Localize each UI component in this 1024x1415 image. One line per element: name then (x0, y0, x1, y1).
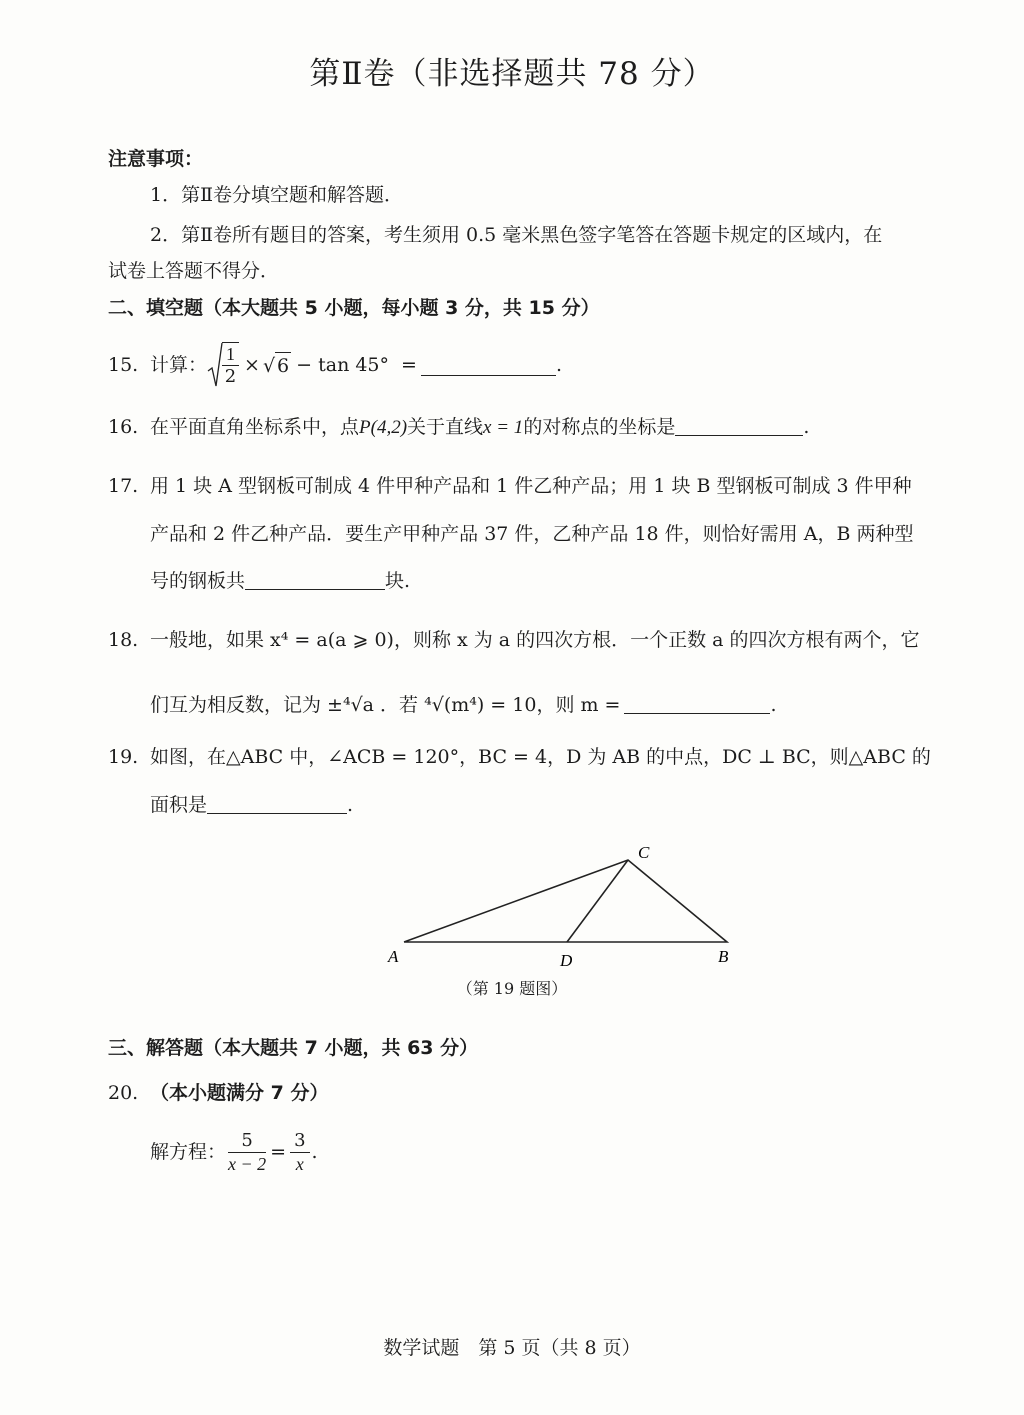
question-end: . (311, 1141, 318, 1163)
notice-heading: 注意事项： (108, 148, 204, 170)
question-text: 们互为相反数，记为 ±⁴√a ．若 ⁴√(m⁴) = 10，则 m = (150, 694, 621, 716)
denominator: 2 (224, 366, 237, 387)
fraction (222, 342, 239, 388)
denominator: x − 2 (228, 1153, 267, 1174)
question-number: 15. (108, 354, 139, 376)
question-18-line-2 (150, 692, 777, 718)
question-19-line-1 (108, 744, 931, 770)
numerator: 1 (222, 343, 239, 366)
question-score: （本小题满分 7 分） (150, 1082, 329, 1104)
vertex-label-d: D (560, 951, 573, 970)
question-17-line-3 (150, 568, 410, 594)
section-fill-in-heading: 二、填空题（本大题共 5 小题，每小题 3 分，共 15 分） (108, 297, 600, 319)
figure-caption: （第 19 题图） (456, 979, 568, 998)
question-number: 17. (108, 475, 139, 497)
triangle-abc (404, 860, 727, 942)
question-text: 号的钢板共 (150, 570, 246, 592)
notice-item-2-line-2: 试卷上答题不得分． (108, 260, 280, 282)
question-number: 19. (108, 746, 139, 768)
question-text: 在平面直角坐标系中，点 (150, 416, 360, 438)
answer-blank[interactable] (207, 793, 347, 814)
equals-sign: = (270, 1141, 287, 1163)
question-text: 用 1 块 A 型钢板可制成 4 件甲种产品和 1 件乙种产品；用 1 块 B 型钢板可制成 3 件甲种 (150, 475, 912, 497)
question-prefix: 计算： (150, 354, 208, 376)
question-text: 如图，在△ABC 中，∠ACB = 120°，BC = 4，D 为 AB 的中点，DC ⊥ BC，则△ABC 的 (150, 746, 931, 768)
question-number: 20. (108, 1082, 139, 1104)
equals-sign: = (401, 354, 417, 376)
numerator: 5 (228, 1130, 266, 1153)
question-number: 18. (108, 629, 139, 651)
page-title: 第Ⅱ卷（非选择题共 78 分） (309, 56, 715, 92)
question-19-line-2 (150, 792, 353, 818)
question-text: 关于直线 (407, 416, 484, 438)
question-17-line-1 (108, 473, 912, 499)
question-20-header (108, 1080, 328, 1106)
question-16 (108, 414, 809, 441)
point-label: P(4,2) (359, 417, 408, 438)
question-18-line-1 (108, 627, 920, 653)
line-equation: x = 1 (483, 417, 524, 438)
sqrt-six: √ 6 (263, 352, 291, 379)
question-15 (108, 340, 562, 390)
page-footer: 数学试题 第 5 页（共 8 页） (383, 1337, 641, 1359)
radical-sign-icon (207, 341, 223, 389)
notice-item-1: 1．第Ⅱ卷分填空题和解答题． (150, 184, 404, 206)
answer-blank[interactable] (675, 415, 803, 436)
question-end: . (770, 694, 777, 716)
question-end: . (555, 354, 562, 376)
vertex-label-c: C (638, 843, 650, 862)
right-fraction (290, 1130, 309, 1175)
answer-blank[interactable] (421, 355, 556, 376)
question-text: 一般地，如果 x⁴ = a(a ⩾ 0)，则称 x 为 a 的四次方根．一个正数 a 的四次方根有两个，它 (150, 629, 920, 651)
question-text: 的对称点的坐标是 (523, 416, 676, 438)
vertex-label-b: B (718, 947, 729, 966)
question-20-equation (150, 1124, 318, 1180)
tan-term: − tan 45° (296, 354, 390, 376)
triangle-figure (380, 840, 750, 970)
notice-item-2-line-1: 2．第Ⅱ卷所有题目的答案，考生须用 0.5 毫米黑色签字笔答在答题卡规定的区域内，在 (150, 224, 883, 246)
answer-blank[interactable] (245, 569, 385, 590)
triangle-diagram (380, 840, 750, 974)
numerator: 3 (290, 1130, 309, 1153)
question-text: 面积是 (150, 794, 208, 816)
vertex-label-a: A (388, 947, 399, 966)
section-answer-heading: 三、解答题（本大题共 7 小题，共 63 分） (108, 1037, 479, 1059)
sqrt-fraction (207, 341, 241, 389)
times-sign: × (244, 354, 260, 376)
question-17-line-2: 产品和 2 件乙种产品．要生产甲种产品 37 件，乙种产品 18 件，则恰好需用 A，B 两种型 (150, 523, 914, 545)
denominator: x (295, 1153, 304, 1174)
question-prefix: 解方程： (150, 1141, 227, 1163)
question-end: . (347, 794, 354, 816)
answer-blank[interactable] (624, 693, 770, 714)
question-end: . (803, 416, 810, 438)
question-number: 16. (108, 416, 139, 438)
segment-dc (567, 860, 628, 942)
question-text: 块. (385, 570, 411, 592)
left-fraction (228, 1130, 266, 1175)
